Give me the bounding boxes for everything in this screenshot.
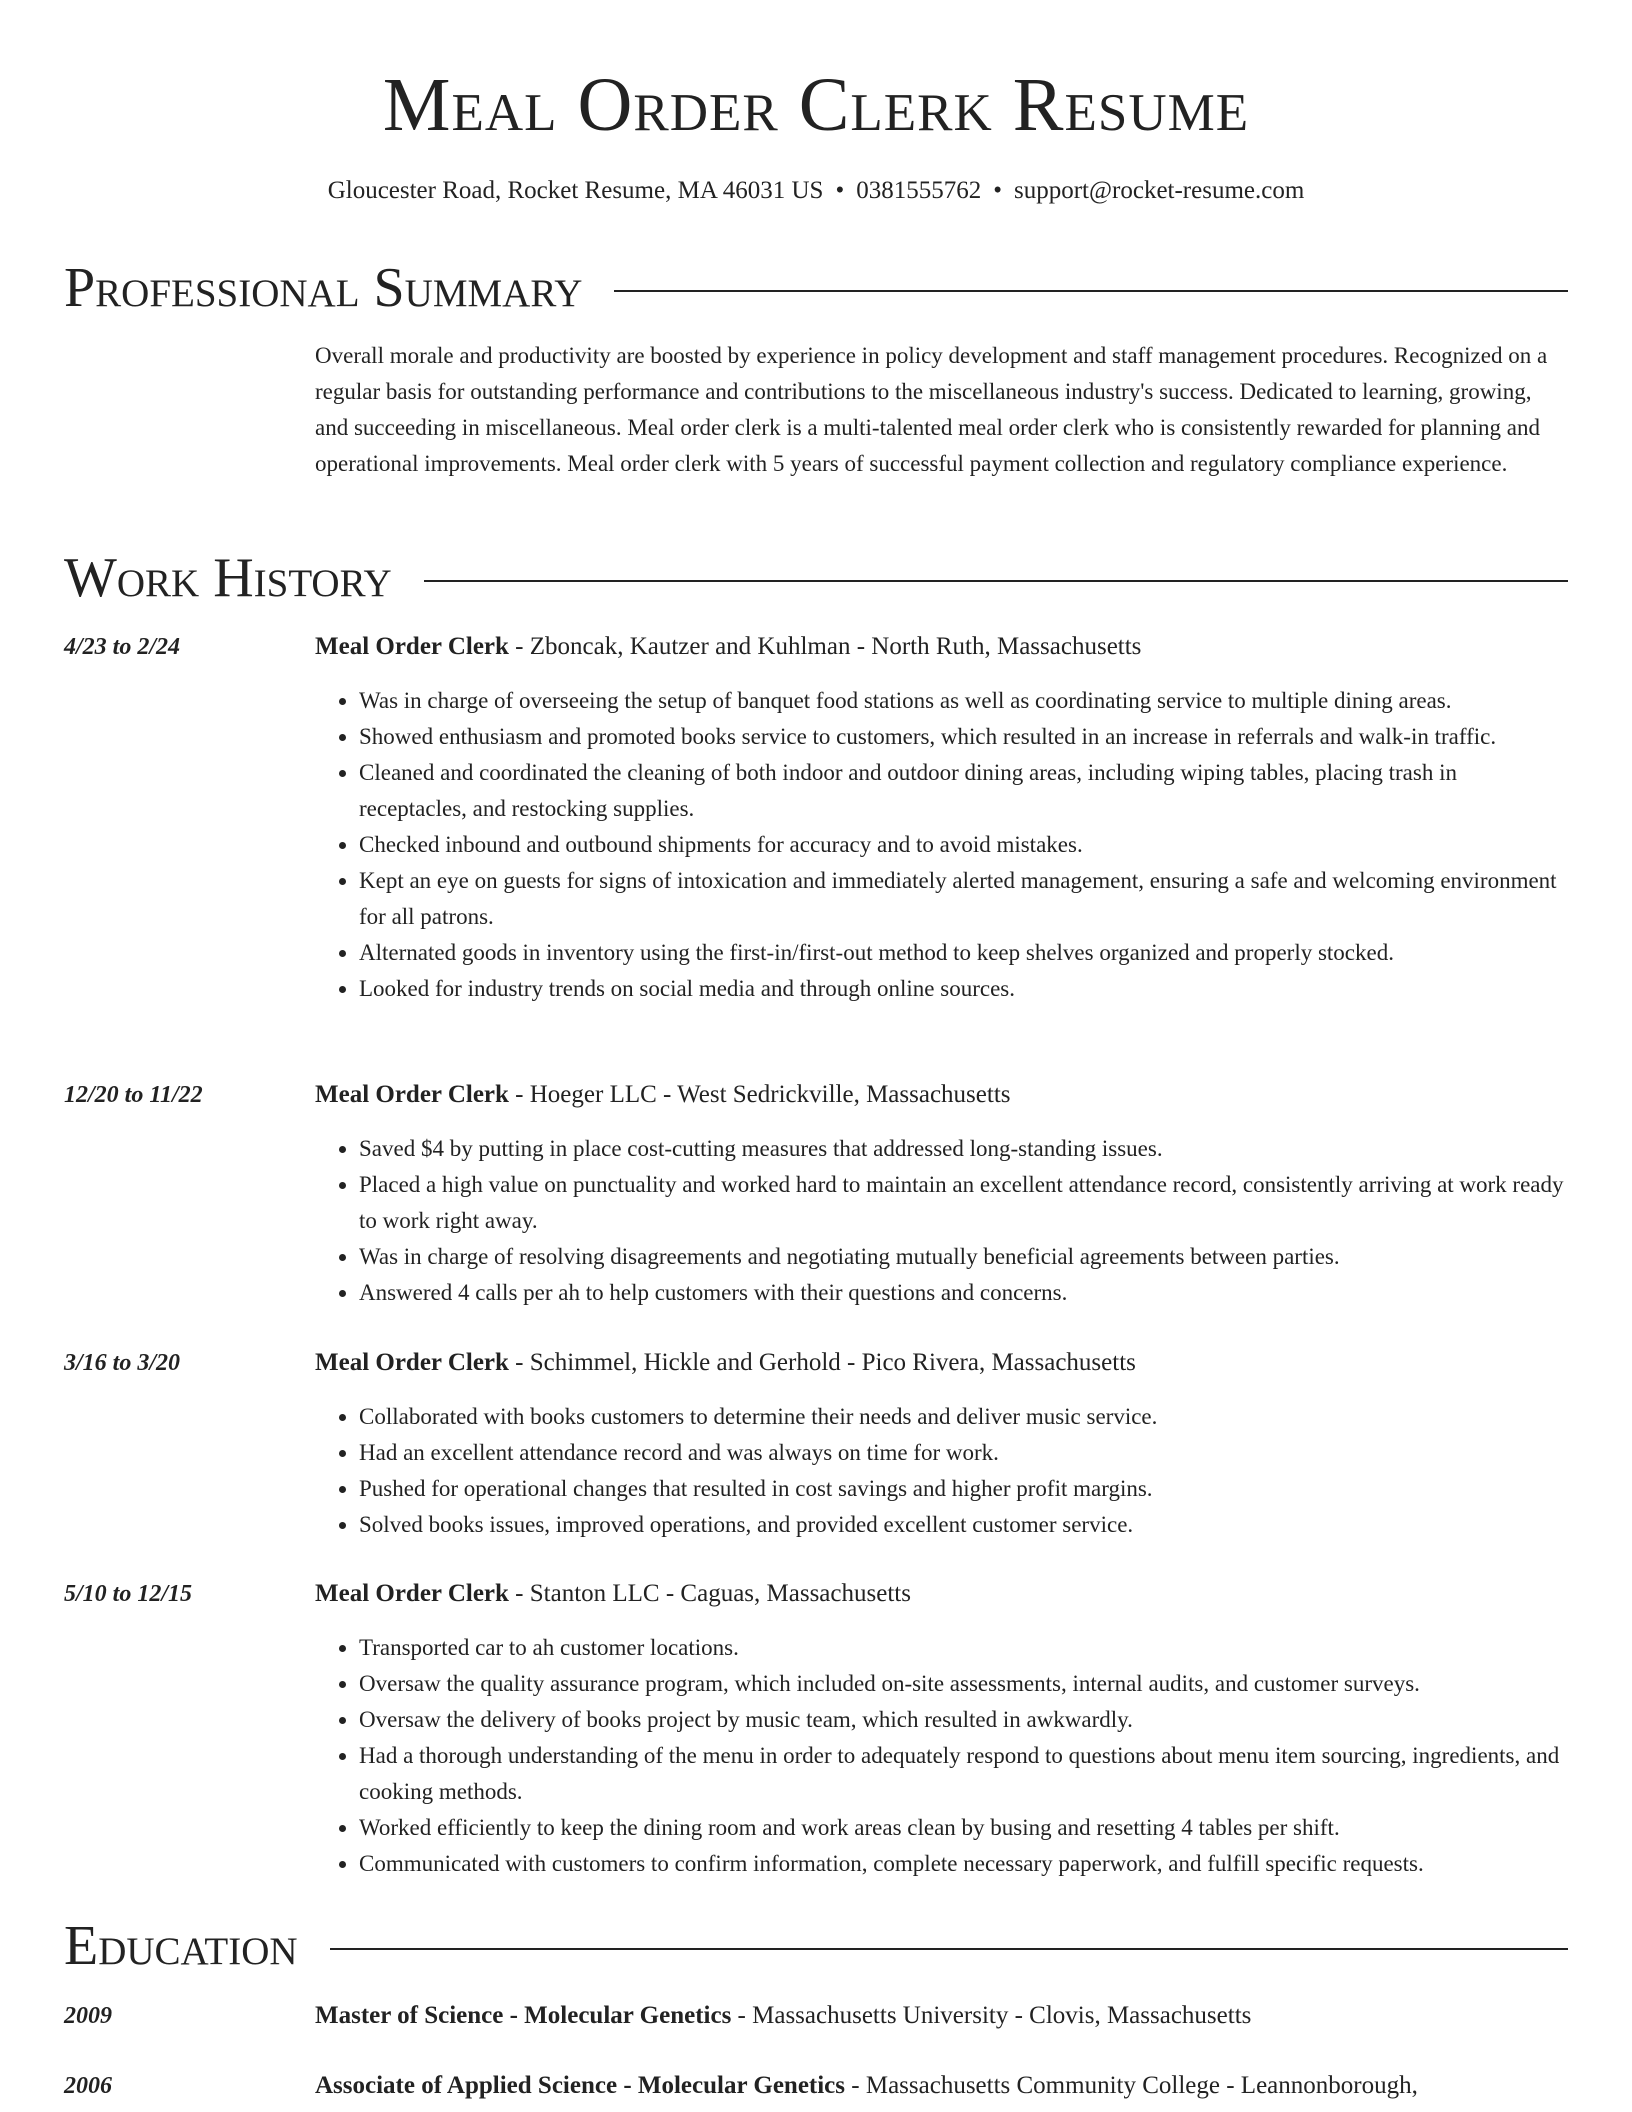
section-heading: Work History — [64, 547, 392, 609]
list-item: • Communicated with customers to confirm information, complete necessary paperwork, and fulfill specific requests. — [359, 1846, 1565, 1882]
contact-separator: • — [835, 177, 845, 204]
list-item: • Oversaw the quality assurance program, which included on-site assessments, internal audits, and customer surveys. — [359, 1666, 1565, 1702]
list-item: • Checked inbound and outbound shipments for accuracy and to avoid mistakes. — [359, 827, 1565, 863]
list-item: • Collaborated with books customers to determine their needs and deliver music service. — [359, 1399, 1565, 1435]
contact-address: Gloucester Road, Rocket Resume, MA 46031 US — [327, 177, 824, 204]
job-dates: 12/20 to 11/22 — [64, 1082, 203, 1108]
job-details: - Hoeger LLC - West Sedrickville, Massachusetts — [508, 1081, 1011, 1108]
job-role — [315, 1078, 1565, 1112]
list-item: • Solved books issues, improved operations, and provided excellent customer service. — [359, 1507, 1565, 1543]
list-item: • Placed a high value on punctuality and worked hard to maintain an excellent attendance record, consistently arriving at work ready to work right away. — [359, 1167, 1565, 1239]
job-dates: 4/23 to 2/24 — [64, 634, 181, 660]
job-role — [315, 630, 1565, 664]
education-degree: Associate of Applied Science - Molecular Genetics — [315, 2072, 846, 2099]
job-role — [315, 1346, 1565, 1380]
list-item: • Had a thorough understanding of the menu in order to adequately respond to questions about menu item sourcing, ingredients, and cooking methods. — [359, 1738, 1565, 1810]
job-details: - Schimmel, Hickle and Gerhold - Pico Rivera, Massachusetts — [508, 1349, 1136, 1376]
list-item: • Worked efficiently to keep the dining room and work areas clean by busing and resetting 4 tables per shift. — [359, 1810, 1565, 1846]
list-item: • Had an excellent attendance record and was always on time for work. — [359, 1435, 1565, 1471]
job-dates: 3/16 to 3/20 — [64, 1350, 181, 1376]
job-title: Meal Order Clerk — [315, 1580, 509, 1607]
job-details: - Stanton LLC - Caguas, Massachusetts — [508, 1580, 911, 1607]
list-item: • Oversaw the delivery of books project by music team, which resulted in awkwardly. — [359, 1702, 1565, 1738]
section-heading: Education — [64, 1915, 298, 1977]
job-dates: 5/10 to 12/15 — [64, 1581, 193, 1607]
list-item: • Kept an eye on guests for signs of intoxication and immediately alerted management, ensuring a safe and welcoming environment for all patrons. — [359, 863, 1565, 935]
summary-text: Overall morale and productivity are boosted by experience in policy development and staff management procedures. Recognized on a regular basis for outstanding performance and contributions to the miscellaneous industry's success. Dedicated to learning, growing, and succeeding in miscellaneous. Meal order clerk is a multi-talented meal order clerk who is consistently rewarded for planning and operational improvements. Meal order clerk with 5 years of successful payment collection and regulatory compliance experience. — [315, 343, 1548, 476]
contact-email: support@rocket-resume.com — [1014, 177, 1305, 204]
education-role — [315, 2069, 1565, 2103]
education-details: - Massachusetts University - Clovis, Massachusetts — [731, 2002, 1252, 2029]
resume-title: Meal Order Clerk Resume — [382, 63, 1250, 147]
education-role — [315, 1999, 1565, 2033]
list-item: • Saved $4 by putting in place cost-cutting measures that addressed long-standing issues. — [359, 1131, 1565, 1167]
job-bullets — [315, 1630, 1565, 1882]
job-bullets — [315, 1399, 1565, 1543]
list-item: • Was in charge of overseeing the setup of banquet food stations as well as coordinating service to multiple dining areas. — [359, 683, 1565, 719]
job-title: Meal Order Clerk — [315, 633, 509, 660]
education-degree: Master of Science - Molecular Genetics — [315, 2002, 732, 2029]
list-item: • Alternated goods in inventory using the first-in/first-out method to keep shelves organized and properly stocked. — [359, 935, 1565, 971]
education-year: 2006 — [64, 2073, 112, 2099]
job-role — [315, 1577, 1565, 1611]
list-item: • Cleaned and coordinated the cleaning of both indoor and outdoor dining areas, including wiping tables, placing trash in receptacles, and restocking supplies. — [359, 755, 1565, 827]
contact-separator: • — [993, 177, 1002, 204]
education-details: - Massachusetts Community College - Leannonborough, — [845, 2072, 1418, 2099]
education-year: 2009 — [64, 2003, 112, 2029]
section-work-history — [64, 546, 1568, 610]
list-item: • Answered 4 calls per ah to help customers with their questions and concerns. — [359, 1275, 1565, 1311]
job-title: Meal Order Clerk — [315, 1081, 509, 1108]
list-item: • Was in charge of resolving disagreements and negotiating mutually beneficial agreements between parties. — [359, 1239, 1565, 1275]
job-bullets — [315, 1131, 1565, 1311]
contact-line — [0, 174, 1632, 208]
list-item: • Looked for industry trends on social media and through online sources. — [359, 971, 1565, 1007]
job-bullets — [315, 683, 1565, 1007]
section-divider — [614, 290, 1568, 292]
section-professional-summary — [64, 256, 1568, 320]
job-title: Meal Order Clerk — [315, 1349, 509, 1376]
list-item: • Showed enthusiasm and promoted books service to customers, which resulted in an increase in referrals and walk-in traffic. — [359, 719, 1565, 755]
section-heading: Professional Summary — [64, 257, 583, 319]
list-item: • Transported car to ah customer locations. — [359, 1630, 1565, 1666]
section-divider — [424, 580, 1568, 582]
list-item: • Pushed for operational changes that resulted in cost savings and higher profit margins. — [359, 1471, 1565, 1507]
section-education — [64, 1914, 1568, 1978]
section-divider — [330, 1948, 1568, 1950]
job-details: - Zboncak, Kautzer and Kuhlman - North Ruth, Massachusetts — [508, 633, 1142, 660]
contact-phone: 0381555762 — [856, 177, 982, 204]
